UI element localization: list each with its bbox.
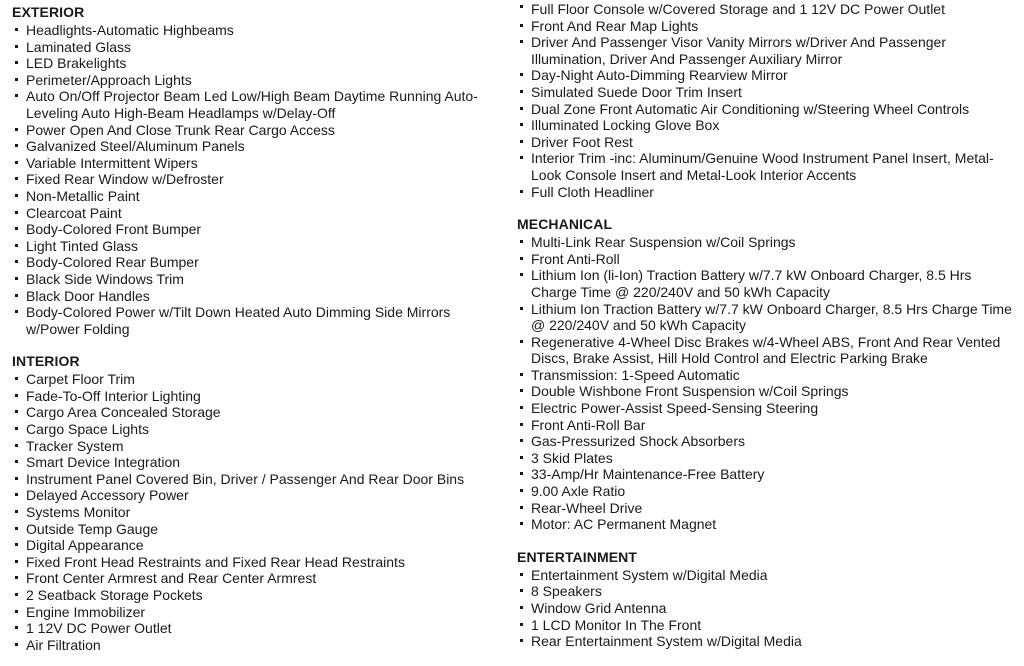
section-mechanical [517,216,1017,533]
feature-text: Black Side Windows Trim [26,270,184,287]
feature-item [12,404,504,421]
feature-text: Carpet Floor Trim [26,371,135,388]
bullet-icon [520,606,523,609]
feature-item [517,150,1017,183]
feature-item [517,500,1017,517]
feature-text: Systems Monitor [26,504,131,521]
bullet-icon [520,140,523,143]
feature-text: Clearcoat Paint [26,204,122,221]
feature-item [517,466,1017,483]
feature-item [12,254,504,271]
bullet-icon [15,560,18,563]
feature-item [12,221,504,238]
feature-text: 2 Seatback Storage Pockets [26,587,203,603]
section-title: EXTERIOR [12,4,85,20]
feature-item [517,600,1017,617]
feature-text: Cargo Space Lights [26,421,149,438]
feature-item [517,417,1017,434]
bullet-icon [15,510,18,513]
bullet-icon [15,477,18,480]
section-interior [12,353,504,653]
bullet-icon [520,623,523,626]
bullet-icon [15,161,18,164]
bullet-icon [520,240,523,243]
feature-text: Perimeter/Approach Lights [26,71,192,88]
feature-item [12,587,504,604]
bullet-icon [15,128,18,131]
feature-text: Power Open And Close Trunk Rear Cargo Access [26,121,335,138]
feature-item [517,483,1017,500]
feature-item [12,205,504,222]
feature-text: Cargo Area Concealed Storage [26,404,221,421]
feature-item [12,438,504,455]
feature-item [12,122,504,139]
feature-item [517,18,1017,35]
feature-text: Instrument Panel Covered Bin, Driver / Passenger And Rear Door Bins [26,470,465,487]
bullet-icon [520,257,523,260]
feature-text: Digital Appearance [26,537,144,554]
bullet-icon [15,45,18,48]
feature-text: Lithium Ion (li-Ion) Traction Battery w/7.7 kW Onboard Charger, 8.5 Hrs Charge Time @ 220/240V and 50 kWh Capacity [531,267,972,300]
bullet-icon [520,307,523,310]
feature-item [517,433,1017,450]
feature-item [517,400,1017,417]
section-title: INTERIOR [12,353,80,370]
bullet-icon [15,410,18,413]
feature-text: Interior Trim -inc: Aluminum/Genuine Wood Instrument Panel Insert, Metal-Look Console Insert and Metal-Look Interior Accents [531,150,994,183]
feature-text: Front Anti-Roll [531,250,620,267]
feature-text: Non-Metallic Paint [26,187,140,204]
feature-item [12,487,504,504]
bullet-icon [15,194,18,197]
bullet-icon [520,489,523,492]
bullet-icon [15,310,18,313]
feature-text: Fade-To-Off Interior Lighting [26,387,201,404]
bullet-icon [15,294,18,297]
feature-item [12,620,504,637]
feature-text: Body-Colored Rear Bumper [26,254,199,271]
feature-text: Front And Rear Map Lights [531,17,699,34]
section-entertainment [517,549,1017,650]
feature-text: Driver Foot Rest [531,133,633,150]
bullet-icon [520,389,523,392]
feature-item [517,101,1017,118]
feature-text: Air Filtration [26,636,101,653]
bullet-icon [15,277,18,280]
feature-item [12,171,504,188]
feature-item [517,251,1017,268]
bullet-icon [15,61,18,64]
feature-text: Window Grid Antenna [531,600,667,616]
feature-text: Headlights-Automatic Highbeams [26,22,234,38]
bullet-icon [520,90,523,93]
bullet-icon [15,377,18,380]
feature-item [12,271,504,288]
bullet-icon [520,506,523,509]
feature-item [12,421,504,438]
feature-item [517,234,1017,251]
bullet-icon [15,260,18,263]
feature-text: Light Tinted Glass [26,237,139,254]
feature-item [12,471,504,488]
bullet-icon [520,423,523,426]
feature-text: LED Brakelights [26,55,127,72]
feature-text: Driver And Passenger Visor Vanity Mirrors w/Driver And Passenger Illumination, Driver And Passenger Auxiliary Mirror [531,34,946,67]
bullet-icon [520,573,523,576]
bullet-icon [15,543,18,546]
bullet-icon [520,439,523,442]
feature-text: 3 Skid Plates [531,449,613,466]
feature-text: Front Anti-Roll Bar [531,416,646,433]
feature-item [12,570,504,587]
feature-item [12,72,504,89]
feature-text: Body-Colored Power w/Tilt Down Heated Auto Dimming Side Mirrors w/Power Folding [26,304,451,337]
feature-text: Fixed Rear Window w/Defroster [26,171,224,188]
bullet-icon [15,593,18,596]
bullet-icon [15,576,18,579]
feature-text: Regenerative 4-Wheel Disc Brakes w/4-Wheel ABS, Front And Rear Vented Discs, Brake Assist, Hill Hold Control and Electric Parking Brake [531,333,1001,367]
feature-text: 33-Amp/Hr Maintenance-Free Battery [531,466,765,483]
bullet-icon [15,444,18,447]
feature-item [12,138,504,155]
feature-item [517,583,1017,600]
feature-text: Variable Intermittent Wipers [26,154,198,171]
feature-text: Auto On/Off Projector Beam Led Low/High Beam Daytime Running Auto-Leveling Auto High-Beam Headlamps w/Delay-Off [26,88,478,121]
bullet-icon [520,456,523,459]
feature-text: Multi-Link Rear Suspension w/Coil Springs [531,234,796,251]
bullet-icon [520,639,523,642]
bullet-icon [15,394,18,397]
feature-item [517,450,1017,467]
feature-text: Illuminated Locking Glove Box [531,117,720,134]
feature-item [12,388,504,405]
section-title: ENTERTAINMENT [517,548,638,565]
bullet-icon [15,527,18,530]
feature-item [12,554,504,571]
bullet-icon [15,244,18,247]
feature-item [517,1,1017,18]
feature-item [12,39,504,56]
feature-text: Day-Night Auto-Dimming Rearview Mirror [531,67,788,84]
bullet-icon [15,643,18,646]
feature-text: Body-Colored Front Bumper [26,221,202,238]
bullet-icon [15,144,18,147]
feature-text: Full Cloth Headliner [531,183,654,200]
bullet-icon [520,156,523,159]
feature-text: Motor: AC Permanent Magnet [531,516,717,533]
bullet-icon [520,373,523,376]
bullet-icon [15,460,18,463]
feature-text: Smart Device Integration [26,454,181,471]
feature-text: 1 LCD Monitor In The Front [531,616,702,633]
feature-item [12,537,504,554]
bullet-icon [15,610,18,613]
feature-text: Galvanized Steel/Aluminum Panels [26,138,245,155]
section-exterior [12,4,504,337]
feature-text: Fixed Front Head Restraints and Fixed Rear Head Restraints [26,553,405,570]
bullet-icon [520,40,523,43]
feature-item [12,188,504,205]
feature-text: 9.00 Axle Ratio [531,483,626,500]
bullet-icon [520,73,523,76]
feature-text: Delayed Accessory Power [26,487,189,504]
feature-list [517,567,1017,650]
feature-item [12,371,504,388]
feature-text: Rear-Wheel Drive [531,499,643,516]
feature-text: Outside Temp Gauge [26,520,159,537]
feature-item [517,567,1017,584]
feature-text: Front Center Armrest and Rear Center Armrest [26,570,317,587]
feature-text: Black Door Handles [26,287,150,304]
feature-item [517,516,1017,533]
feature-list [12,22,504,337]
bullet-icon [520,340,523,343]
feature-list [12,371,504,653]
feature-text: Dual Zone Front Automatic Air Conditioning w/Steering Wheel Controls [531,100,970,117]
feature-text: Transmission: 1-Speed Automatic [531,366,740,383]
bullet-icon [15,78,18,81]
feature-item [517,134,1017,151]
bullet-icon [520,190,523,193]
feature-item [12,155,504,172]
feature-item [517,383,1017,400]
bullet-icon [520,472,523,475]
section-title: MECHANICAL [517,216,613,233]
feature-text: Gas-Pressurized Shock Absorbers [531,433,745,450]
bullet-icon [15,493,18,496]
feature-item [12,238,504,255]
bullet-icon [15,227,18,230]
bullet-icon [15,28,18,31]
feature-item [517,184,1017,201]
feature-text: Simulated Suede Door Trim Insert [531,83,742,100]
bullet-icon [520,522,523,525]
feature-list [517,1,1017,200]
feature-list [517,234,1017,533]
bullet-icon [520,107,523,110]
feature-item [12,637,504,654]
feature-text: 1 12V DC Power Outlet [26,620,172,637]
right-column [517,1,1017,650]
feature-text: 8 Speakers [531,583,602,600]
feature-text: Entertainment System w/Digital Media [531,566,768,583]
feature-text: Laminated Glass [26,38,132,55]
section-continued [517,1,1017,200]
bullet-icon [15,177,18,180]
feature-item [517,334,1017,367]
bullet-icon [520,123,523,126]
feature-text: Electric Power-Assist Speed-Sensing Steering [531,400,819,417]
left-column [12,4,504,653]
feature-item [12,304,504,337]
feature-item [517,84,1017,101]
feature-text: Tracker System [26,437,124,454]
feature-item [12,454,504,471]
feature-text: Rear Entertainment System w/Digital Media [531,633,802,650]
feature-text: Double Wishbone Front Suspension w/Coil Springs [531,383,849,400]
feature-item [517,633,1017,650]
bullet-icon [15,211,18,214]
feature-item [12,22,504,39]
bullet-icon [520,406,523,409]
bullet-icon [520,5,523,8]
feature-item [517,67,1017,84]
feature-item [12,521,504,538]
feature-item [12,504,504,521]
bullet-icon [520,24,523,27]
feature-item [517,117,1017,134]
feature-text: Full Floor Console w/Covered Storage and 1 12V DC Power Outlet [531,1,945,17]
feature-item [12,604,504,621]
feature-text: Lithium Ion Traction Battery w/7.7 kW Onboard Charger, 8.5 Hrs Charge Time @ 220/240V and 50 kWh Capacity [531,300,1012,334]
feature-item [517,267,1017,300]
bullet-icon [15,94,18,97]
feature-item [517,617,1017,634]
bullet-icon [15,626,18,629]
feature-item [12,88,504,121]
feature-text: Engine Immobilizer [26,603,146,620]
feature-item [517,34,1017,67]
bullet-icon [520,589,523,592]
feature-item [517,301,1017,334]
bullet-icon [520,273,523,276]
feature-item [517,367,1017,384]
feature-item [12,55,504,72]
feature-item [12,288,504,305]
bullet-icon [15,427,18,430]
